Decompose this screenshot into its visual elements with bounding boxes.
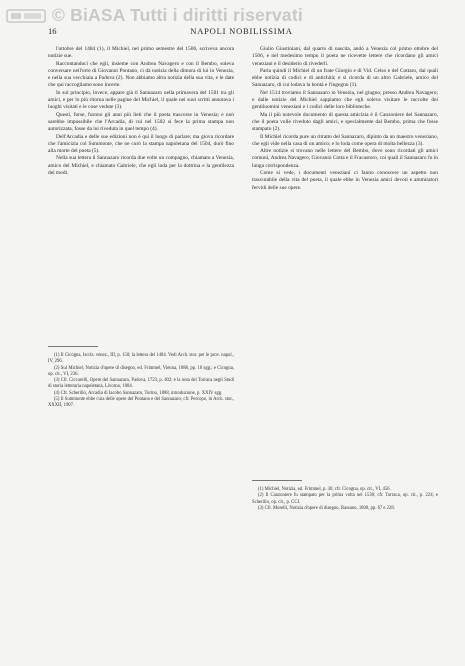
paragraph: Questi, forse, furono gli anni più lieti che il poeta trascorse in Venezia; e non sarebbe impossibile che l'Arcadia, di cui nel 1502 si fece la prima stampa non autorizzata, fosse da lui riveduta in quel tempo (4). <box>48 111 234 133</box>
right-body <box>252 46 438 476</box>
footnote: (1) Il Cicogna, Iscriz. venez., III, p. 150; la lettera del 1484. Vedi Arch. stor. per le prov. napol., IV, 296. <box>48 353 234 365</box>
footnote: (3) Cfr. Morelli, Notizia d'opere di disegno, Bassano, 1800, pp. 67 e 228. <box>258 505 395 511</box>
paragraph: Raccontandoci che egli, insieme con Andrea Navagero e con il Bembo, soleva conversare nell'orto di Giovanni Pontano, ci dà notizia della dimora di lui in Venezia, e nella sua vecchiaia a Padova (2). Non abbiamo altra notizia della sua vita, e le date che qui raccogliamo sono incerte. <box>48 60 234 89</box>
footnote: (1) Michiel, Notizia, ed. Frimmel, p. 36; cfr. Cicogna, op. cit., VI, 456. <box>258 487 391 492</box>
left-column <box>48 46 234 616</box>
right-column <box>252 46 438 616</box>
paragraph: Il Michiel ricorda pure un ritratto del Sannazaro, dipinto da un maestro veneziano, che egli vide nella casa di un amico; e lo loda come opera di molta bellezza (3). <box>252 133 438 147</box>
biasa-logo-icon <box>6 8 46 24</box>
footnote: (3) Cfr. Ciccarelli, Opere del Sannazaro, Padova, 1723, p. 402; e la nota del Torraca negli Studi di storia letteraria napoletana, Livorno, 1884. <box>48 378 234 390</box>
paragraph: Dell'Arcadia e delle sue edizioni non è qui il luogo di parlare; ma giova ricordare che l'amicizia col Summonte, che ne curò la stampa napoletana del 1504, durò fino alla morte del poeta (5). <box>48 133 234 155</box>
paragraph: Parla quindi il Michiel di un frate Giorgio e di Vid. Celso e del Cottaro, dai quali ebbe notizia di codici e di antichità; e si ricorda di un altro Gabriele, amico del Sannazaro, di cui lodava la bontà e l'ingegno (1). <box>252 67 438 89</box>
footnote: (2) Il Canzoniere fu stampato per la prima volta nel 1530; cfr. Torraca, op. cit., p. 224; e Scherillo, op. cit., p. CCI. <box>252 493 438 505</box>
left-footnotes <box>48 353 234 410</box>
right-footnotes <box>252 487 438 512</box>
footnote: (2) Sul Michiel, Notizia d'opere di disegno, ed. Frimmel, Vienna, 1888, pp. 10 sgg.; e Cicogna, op. cit., VI, 236. <box>48 365 234 377</box>
paragraph: Nella sua lettera il Sannazaro ricorda due volte un compagno, chiamato a Venezia, amico del Michiel, e chiamato Gabriele, che egli loda per la dottrina e la gentilezza dei modi. <box>48 155 234 177</box>
footnote: (4) Cfr. Scherillo, Arcadia di Iacobo Sannazaro, Torino, 1888, introduzione, p. XXIV sgg. <box>54 390 223 396</box>
paragraph: Altre notizie si trovano nelle lettere del Bembo, dove sono ricordati gli amici comuni, Andrea Navagero, Giovanni Cotta e il Fracastoro, coi quali il Sannazaro fu in lunga corrispondenza. <box>252 148 438 169</box>
footnote-divider <box>252 480 302 481</box>
footnote-divider <box>48 346 98 347</box>
paragraph: Ma il più notevole documento di questa amicizia è il Canzoniere del Sannazaro, che il poeta volle riveduto dagli amici, e specialmente dal Bembo, prima che fosse stampato (2). <box>252 111 438 133</box>
paragraph: In sul principio, invece, appare già il Sannazaro nella primavera del 1501 tra gli amici, e per lo più ritorna nelle pagine del Michiel, il quale nei suoi scritti annotava i luoghi visitati e le cose vedute (3). <box>48 89 234 111</box>
footnote: (5) Il Summonte ebbe cura delle opere del Pontano e del Sannazaro; cfr. Percopo, in Arch. stor., XXXII, 1907. <box>48 397 234 409</box>
paragraph: Nel 1514 troviamo il Sannazaro in Venezia, nel giugno, presso Andrea Navagero; e dalle notizie del Michiel sappiamo che egli soleva visitare le raccolte dei gentiluomini veneziani e i codici delle loro biblioteche. <box>252 89 438 111</box>
paragraph: l'ottobre del 1484 (1), il Michiel, nel primo semestre del 1506, scriveva ancora notizie sue. <box>48 46 234 60</box>
paragraph: Come si vede, i documenti veneziani ci fanno conoscere un aspetto non trascurabile della vita del poeta, il quale ebbe in Venezia amici devoti e ammiratori fervidi delle sue opere. <box>252 170 438 191</box>
watermark-text: © BiASA Tutti i diritti riservati <box>52 5 303 25</box>
page-header <box>48 26 435 38</box>
left-body <box>48 46 234 342</box>
page-number: 16 <box>48 26 57 36</box>
paragraph: Giulio Giustiniani, dal quarto di nascita, andò a Venezia col primo ottobre del 1506, e nel medesimo tempo il poeta ne ricevette lettere che ricordano gli amici veneziani e il desiderio di rivederli. <box>252 46 438 67</box>
running-title: NAPOLI NOBILISSIMA <box>190 26 293 36</box>
